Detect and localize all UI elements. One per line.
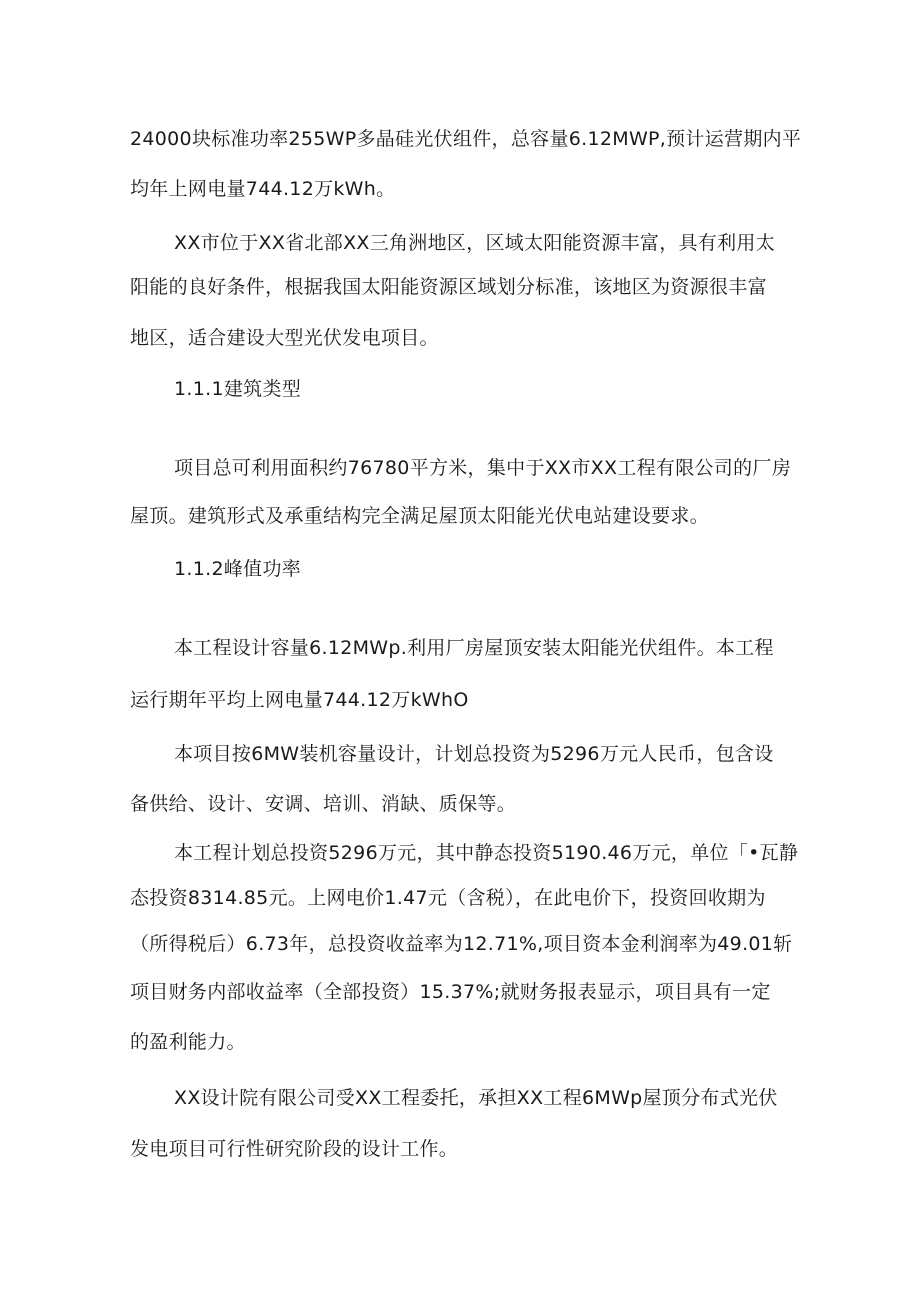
section-heading-1-1-2: 1.1.2峰值功率 (174, 558, 302, 580)
paragraph-6-line-4: 项目财务内部收益率（全部投资）15.37%;就财务报表显示，项目具有一定 (130, 981, 771, 1003)
paragraph-7-line-2: 发电项目可行性研究阶段的设计工作。 (130, 1138, 459, 1160)
paragraph-5-line-1: 本项目按6MW装机容量设计，计划总投资为5296万元人民币，包含设 (174, 743, 774, 765)
paragraph-7-line-1: XX设计院有限公司受XX工程委托，承担XX工程6MWp屋顶分布式光伏 (174, 1087, 778, 1109)
paragraph-4-line-2: 运行期年平均上网电量744.12万kWhO (130, 689, 469, 711)
section-heading-1-1-1: 1.1.1建筑类型 (174, 378, 302, 400)
paragraph-2-line-1: XX市位于XX省北部XX三角洲地区，区域太阳能资源丰富，具有利用太 (174, 232, 775, 254)
paragraph-6-line-3: （所得税后）6.73年，总投资收益率为12.71%,项目资本金利润率为49.01斩 (130, 933, 793, 955)
paragraph-6-line-2: 态投资8314.85元。上网电价1.47元（含税），在此电价下，投资回收期为 (130, 887, 766, 909)
paragraph-6-line-1: 本工程计划总投资5296万元，其中静态投资5190.46万元，单位「•瓦静 (174, 842, 799, 864)
paragraph-3-line-2: 屋顶。建筑形式及承重结构完全满足屋顶太阳能光伏电站建设要求。 (130, 505, 710, 527)
paragraph-3-line-1: 项目总可利用面积约76780平方米，集中于XX市XX工程有限公司的厂房 (174, 457, 792, 479)
paragraph-1-line-2: 均年上网电量744.12万kWh。 (130, 178, 396, 200)
paragraph-5-line-2: 备供给、设计、安调、培训、消缺、质保等。 (130, 793, 517, 815)
paragraph-1-line-1: 24000块标准功率255WP多晶硅光伏组件，总容量6.12MWP,预计运营期内平 (130, 128, 802, 150)
paragraph-4-line-1: 本工程设计容量6.12MWp.利用厂房屋顶安装太阳能光伏组件。本工程 (174, 637, 774, 659)
paragraph-2-line-3: 地区，适合建设大型光伏发电项目。 (130, 327, 439, 349)
paragraph-6-line-5: 的盈利能力。 (130, 1031, 246, 1053)
paragraph-2-line-2: 阳能的良好条件，根据我国太阳能资源区域划分标准，该地区为资源很丰富 (130, 276, 767, 298)
